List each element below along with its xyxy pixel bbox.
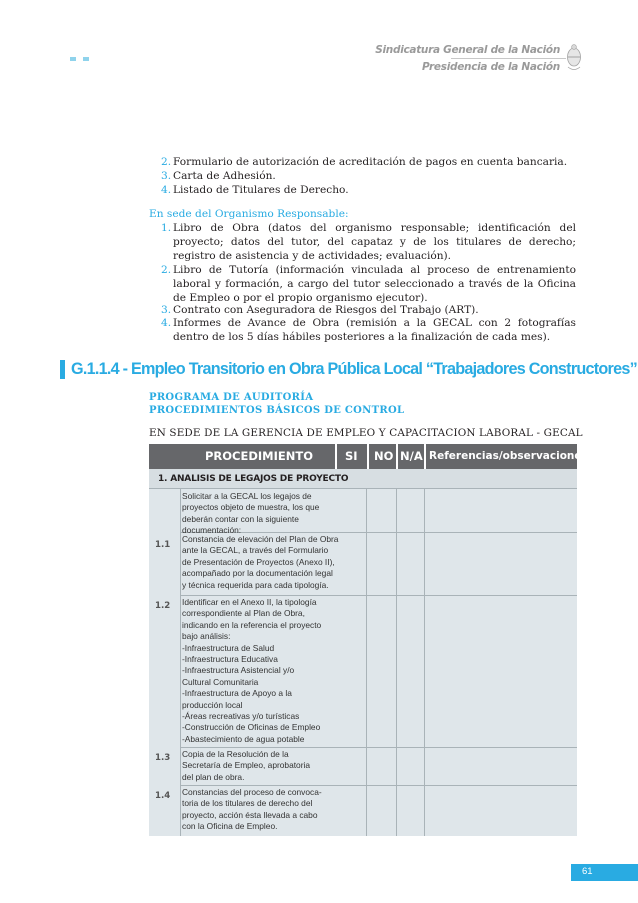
programa-heading: PROGRAMA DE AUDITORÍA (149, 392, 314, 403)
header-procedimiento: PROCEDIMIENTO (205, 449, 314, 463)
cell-line: producción local (182, 699, 243, 710)
cell-line: Identificar en el Anexo II, la tipología (182, 597, 317, 607)
grid-line (180, 595, 577, 596)
table-section-title: 1. ANALISIS DE LEGAJOS DE PROYECTO (158, 474, 349, 484)
row-number: 1.1 (155, 540, 171, 550)
cell-line: proyecto, acción ésta llevada a cabo (182, 809, 318, 820)
cell-line: del plan de obra. (182, 771, 245, 782)
list-item-text: Informes de Avance de Obra (remisión a la GECAL con 2 fotografías dentro de los 5 días hábiles posteriores a la finalización de cada mes). (173, 317, 576, 343)
header-si: SI (345, 449, 358, 463)
list-item (161, 184, 576, 198)
cell-line: indicando en la referencia el proyecto (182, 619, 322, 630)
header-org-line1: Sindicatura General de la Nación (375, 44, 560, 56)
grid-line (180, 785, 577, 786)
header-na: N/A (400, 449, 423, 463)
cell-line: Secretaría de Empleo, aprobatoria (182, 760, 311, 771)
cell-line: con la Oficina de Empleo. (182, 821, 278, 832)
header-divider (424, 444, 426, 469)
header-divider (367, 444, 369, 469)
list-item (161, 170, 576, 184)
list-item (161, 264, 576, 306)
table-intro: Solicitar a la GECAL los legajos de proyectos objeto de muestra, los que deberán contar con la siguiente documentación: (182, 491, 320, 536)
cell-line: correspondiente al Plan de Obra, (182, 608, 305, 619)
cell-line: toria de los titulares de derecho del (182, 798, 313, 809)
cell-line: Copia de la Resolución de la (182, 749, 289, 759)
grid-line (180, 747, 577, 748)
row-number: 1.3 (155, 753, 171, 763)
row-number: 1.2 (155, 601, 171, 611)
list-item (161, 156, 576, 170)
list-item-number: 2. (161, 264, 172, 276)
cell-line: Constancia de elevación del Plan de Obra (182, 534, 339, 544)
header-divider (396, 444, 398, 469)
list-item-text: Libro de Obra (datos del organismo responsable; identificación del proyecto; datos del tutor, del capataz y de los titulares de derecho; registro de asistencia y de actividades; evaluación). (173, 222, 576, 262)
cell-line: -Infraestructura de Apoyo a la (182, 688, 292, 699)
list-item (161, 222, 576, 264)
grid-line (424, 489, 425, 836)
national-seal-icon (566, 43, 582, 75)
table-row (182, 787, 347, 833)
cell-line: acompañado por la documentación legal (182, 568, 333, 579)
list-item (161, 304, 576, 318)
table-header (149, 444, 588, 469)
list-item-text: Formulario de autorización de acreditación de pagos en cuenta bancaria. (173, 156, 568, 168)
cell-line: -Infraestructura de Salud (182, 642, 275, 653)
table-row (182, 534, 347, 591)
list-item-number: 4. (161, 184, 172, 196)
list-item-text: Contrato con Aseguradora de Riesgos del Trabajo (ART). (173, 304, 479, 316)
audit-table (149, 444, 588, 836)
header-decoration (70, 57, 89, 61)
header-org-line2: Presidencia de la Nación (421, 61, 560, 73)
header-divider (335, 444, 337, 469)
row-number: 1.4 (155, 791, 171, 801)
section-title: G.1.1.4 - Empleo Transitorio en Obra Pública Local “Trabajadores Constructores” (71, 360, 637, 378)
grid-line (366, 489, 367, 836)
cell-line: bajo análisis: (182, 631, 231, 642)
list-item-number: 4. (161, 317, 172, 329)
list-item (161, 317, 576, 345)
list-item-text: Libro de Tutoría (información vinculada al proceso de entrenamiento laboral y formación, a cargo del tutor seleccionado a través de la Oficina de Empleo o por el propio organismo ejecutor). (173, 264, 576, 304)
list-item-number: 1. (161, 222, 172, 234)
list-item-number: 2. (161, 156, 172, 168)
cell-line: -Áreas recreativas y/o turísticas (182, 711, 300, 722)
sede-responsable-heading: En sede del Organismo Responsable: (149, 208, 349, 220)
list-item-text: Listado de Titulares de Derecho. (173, 184, 349, 196)
cell-line: -Infraestructura Educativa (182, 654, 278, 665)
list-item-number: 3. (161, 304, 172, 316)
header-no: NO (374, 449, 394, 463)
table-row (182, 597, 347, 745)
list-item-text: Carta de Adhesión. (173, 170, 276, 182)
cell-line: -Abastecimiento de agua potable (182, 733, 305, 744)
list-item-number: 3. (161, 170, 172, 182)
cell-line: -Infraestructura Asistencial y/o (182, 665, 295, 676)
section-marker (60, 360, 65, 379)
header-organization (375, 44, 560, 73)
grid-line (396, 489, 397, 836)
cell-line: Constancias del proceso de convoca- (182, 787, 322, 797)
grid-line (180, 489, 181, 836)
table-row (182, 749, 347, 783)
cell-line: de Presentación de Proyectos (Anexo II), (182, 556, 335, 567)
page-number: 61 (582, 866, 593, 877)
cell-line: y técnica requerida para cada tipología. (182, 579, 329, 590)
header-referencias: Referencias/observaciones (429, 450, 588, 462)
cell-line: -Construcción de Oficinas de Empleo (182, 722, 321, 733)
cell-line: Cultural Comunitaria (182, 676, 259, 687)
sede-gerencia-heading: EN SEDE DE LA GERENCIA DE EMPLEO Y CAPACITACION LABORAL - GECAL (149, 427, 583, 439)
cell-line: ante la GECAL, a través del Formulario (182, 545, 329, 556)
procedimientos-heading: PROCEDIMIENTOS BÁSICOS DE CONTROL (149, 405, 405, 416)
